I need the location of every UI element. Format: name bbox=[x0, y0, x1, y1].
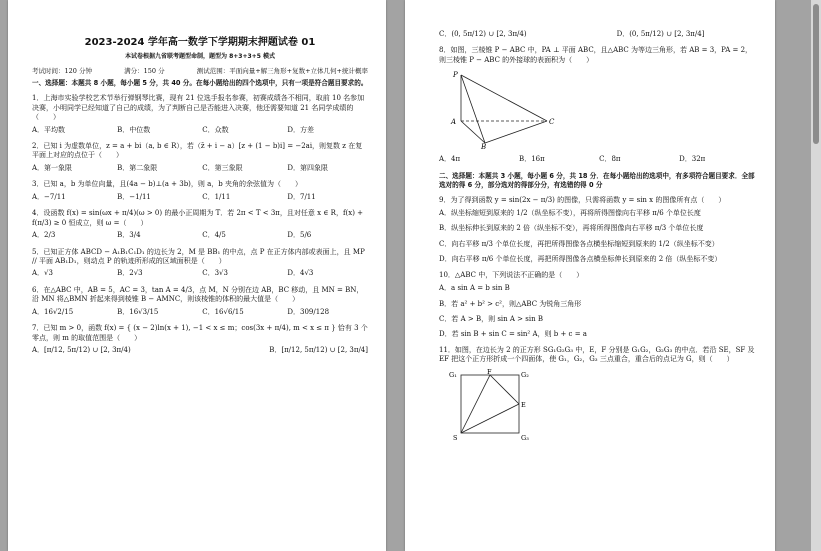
option-c: C．(0, 5π/12) ∪ [2, 3π/4) bbox=[439, 30, 527, 38]
option-d: D．向右平移 π/6 个单位长度，再把所得图像各点横坐标伸长到原来的 2 倍（纵坐标不变） bbox=[439, 255, 722, 264]
option-d: D．(0, 5π/12) ∪ [2, 3π/4] bbox=[616, 30, 705, 38]
option-b: B．16π bbox=[519, 155, 545, 164]
square-fold-figure bbox=[449, 369, 755, 441]
question-8 bbox=[439, 46, 755, 164]
page-1-content bbox=[32, 36, 368, 362]
option-d: D．4√3 bbox=[287, 269, 314, 278]
label-p: P bbox=[453, 71, 458, 80]
option-a: A．第一象限 bbox=[32, 163, 73, 172]
question-text: 5．已知正方体 ABCD − A₁B₁C₁D₁ 的边长为 2，M 是 BB₁ 的中点，点 P 在正方体内部或表面上，且 MP // 平面 AB₁D₁，则动点 P 的轨迹所形成的区域面积是（ ） bbox=[32, 247, 365, 265]
label-a: A bbox=[451, 118, 457, 127]
option-b: B．2√3 bbox=[117, 269, 143, 278]
label-f: F bbox=[487, 368, 492, 376]
options bbox=[32, 193, 368, 202]
option-c: C．若 A > B，则 sin A > sin B bbox=[439, 315, 543, 324]
options bbox=[32, 346, 368, 355]
question-text: 7．已知 m > 0，函数 f(x) = { (x − 2)ln(x + 1), −1 < x ≤ m；cos(3x + π/4), m < x ≤ π } 恰有 3 个零点，则 m 的取值范围是（ ） bbox=[32, 324, 368, 342]
option-b: B．16√3/15 bbox=[117, 307, 159, 316]
label-g1: G₁ bbox=[449, 370, 457, 379]
question-10 bbox=[439, 271, 755, 340]
options bbox=[32, 164, 368, 173]
option-d: D．若 sin B + sin C = sin² A，则 b + c = a bbox=[439, 330, 587, 339]
exam-subtitle: 本试卷根据九省联考题型命制，题型为 8+3+3+5 模式 bbox=[125, 52, 275, 60]
option-d: D．7/11 bbox=[287, 192, 316, 201]
section-2-heading: 二、选择题：本题共 3 小题，每小题 6 分，共 18 分．在每小题给出的选项中，有多项符合题目要求．全部选对的得 6 分，部分选对的得部分分，有选错的得 0 分 bbox=[439, 171, 755, 189]
option-b: B．−1/11 bbox=[117, 192, 151, 201]
option-b: B．[π/12, 5π/12) ∪ [2, 3π/4] bbox=[269, 346, 368, 354]
question-2 bbox=[32, 142, 368, 173]
page-1 bbox=[8, 0, 386, 551]
option-c: C．众数 bbox=[202, 125, 229, 134]
option-a: A．2/3 bbox=[32, 231, 56, 240]
page-2 bbox=[405, 0, 775, 551]
question-7-continued-options bbox=[439, 30, 755, 39]
question-text: 8．如图，三棱锥 P − ABC 中，PA ⊥ 平面 ABC，且△ABC 为等边三角形，若 AB = 3，PA = 2，则三棱锥 P − ABC 的外接球的表面积为（ ） bbox=[439, 46, 753, 64]
option-a: A．√3 bbox=[32, 269, 53, 278]
option-a: A．16√2/15 bbox=[32, 307, 74, 316]
question-text: 4．设函数 f(x) = sin(ωx + π/4)(ω > 0) 的最小正周期为 T．若 2π < T < 3π，且对任意 x ∈ R，f(x) + f(π/3) ≥ 0 恒成立，则 ω =（ ） bbox=[32, 209, 364, 227]
options bbox=[32, 269, 368, 278]
option-c: C．向右平移 π/3 个单位长度，再把所得图像各点横坐标缩短到原来的 1/2（纵坐标不变） bbox=[439, 239, 719, 248]
tetrahedron-figure bbox=[449, 69, 755, 149]
option-a: A．纵坐标缩短到原来的 1/2（纵坐标不变），再将所得图像向右平移 π/6 个单位长度 bbox=[439, 208, 701, 217]
question-6 bbox=[32, 286, 368, 317]
exam-range: 测试范围：平面向量+解三角形+复数+立体几何+统计概率 bbox=[196, 66, 368, 75]
options bbox=[32, 308, 368, 317]
option-a: A．4π bbox=[439, 155, 461, 164]
options bbox=[439, 155, 755, 164]
tetrahedron-diagram bbox=[449, 69, 559, 149]
option-d: D．方差 bbox=[287, 125, 314, 134]
option-b: B．3/4 bbox=[117, 231, 141, 240]
label-g3: G₃ bbox=[521, 433, 529, 441]
question-text: 9．为了得到函数 y = sin(2x − π/3) 的图像，只需将函数 y = sin x 的图像所有点（ ） bbox=[439, 195, 726, 204]
option-c: C．4/5 bbox=[202, 231, 226, 240]
option-b: B．纵坐标伸长到原来的 2 倍（纵坐标不变），再将所得图像向右平移 π/3 个单位长度 bbox=[439, 224, 704, 233]
option-c: C．8π bbox=[599, 155, 621, 164]
question-text: 2．已知 i 为虚数单位，z = a + bi（a, b ∈ R），若（z̄ + i − a）[z + (1 − b)i] = −2ai，则复数 z 在复平面上对应的点位于（ ） bbox=[32, 142, 363, 160]
option-d: D．5/6 bbox=[287, 231, 312, 240]
option-d: D．第四象限 bbox=[287, 163, 328, 172]
option-c: C．1/11 bbox=[202, 192, 231, 201]
question-7 bbox=[32, 324, 368, 355]
exam-title: 2023-2024 学年高一数学下学期期末押题试卷 01 bbox=[84, 37, 316, 48]
option-c: C．16√6/15 bbox=[202, 307, 244, 316]
question-text: 10．△ABC 中，下列说法不正确的是（ ） bbox=[439, 270, 584, 279]
question-text: 11．如图，在边长为 2 的正方形 SG₁G₂G₃ 中，E，F 分别是 G₁G₂，G₂G₃ 的中点．若沿 SE，SF 及 EF 把这个正方形折成一个四面体，使 G₁，G₂，G₃ 三点重合，重合后的点记为 G，则（ ） bbox=[439, 345, 755, 364]
option-a: A．平均数 bbox=[32, 125, 66, 134]
label-e: E bbox=[521, 400, 526, 409]
question-1 bbox=[32, 94, 368, 135]
scrollbar-thumb[interactable] bbox=[813, 4, 819, 144]
square-fold-diagram bbox=[449, 369, 539, 441]
label-s: S bbox=[453, 433, 458, 441]
option-b: B．若 a² + b² > c²，则△ABC 为锐角三角形 bbox=[439, 299, 582, 308]
question-text: 3．已知 a，b 为单位向量，且(4a − b)⊥(a + 3b)，则 a，b 夹角的余弦值为（ ） bbox=[32, 180, 303, 189]
question-4 bbox=[32, 209, 368, 240]
vertical-scrollbar[interactable] bbox=[811, 0, 821, 551]
option-a: A．[π/12, 5π/12) ∪ [2, 3π/4) bbox=[32, 346, 131, 354]
question-11 bbox=[439, 346, 755, 441]
option-a: A．a sin A = b sin B bbox=[439, 284, 510, 293]
question-text: 6．在△ABC 中，AB = 5，AC = 3，tan A = 4/3，点 M，N 分别在边 AB，BC 移动，且 MN = BN，沿 MN 将△BMN 折起来得到棱锥 B − AMNC，则该棱锥的体积的最大值是（ ） bbox=[32, 285, 364, 304]
option-a: A．−7/11 bbox=[32, 192, 66, 201]
question-5 bbox=[32, 248, 368, 279]
label-b: B bbox=[481, 143, 487, 150]
question-3 bbox=[32, 180, 368, 202]
options bbox=[32, 126, 368, 135]
option-d: D．32π bbox=[679, 155, 706, 164]
option-c: C．3√3 bbox=[202, 269, 228, 278]
question-text: 1．上海市实验学校艺术节举行弹钢琴比赛，现有 21 位选手报名参赛，初赛成绩各不相同，取前 10 名参加决赛，小明同学已经知道了自己的成绩，为了判断自己是否能进入决赛，他还需要知道 21 名同学成绩的（ ） bbox=[32, 94, 365, 122]
option-d: D．309/128 bbox=[287, 307, 330, 316]
exam-score: 满分：150 分 bbox=[124, 66, 165, 75]
section-1-heading: 一、选择题：本题共 8 小题，每小题 5 分，共 40 分。在每小题给出的四个选项中，只有一项是符合题目要求的。 bbox=[32, 79, 368, 88]
option-c: C．第三象限 bbox=[202, 163, 243, 172]
exam-meta bbox=[32, 67, 368, 76]
option-b: B．中位数 bbox=[117, 125, 151, 134]
label-c: C bbox=[549, 118, 555, 127]
question-9 bbox=[439, 196, 755, 265]
option-b: B．第二象限 bbox=[117, 163, 158, 172]
options bbox=[32, 231, 368, 240]
label-g2: G₂ bbox=[521, 370, 529, 379]
exam-time: 考试时间：120 分钟 bbox=[32, 66, 92, 75]
page-2-content bbox=[439, 30, 755, 447]
